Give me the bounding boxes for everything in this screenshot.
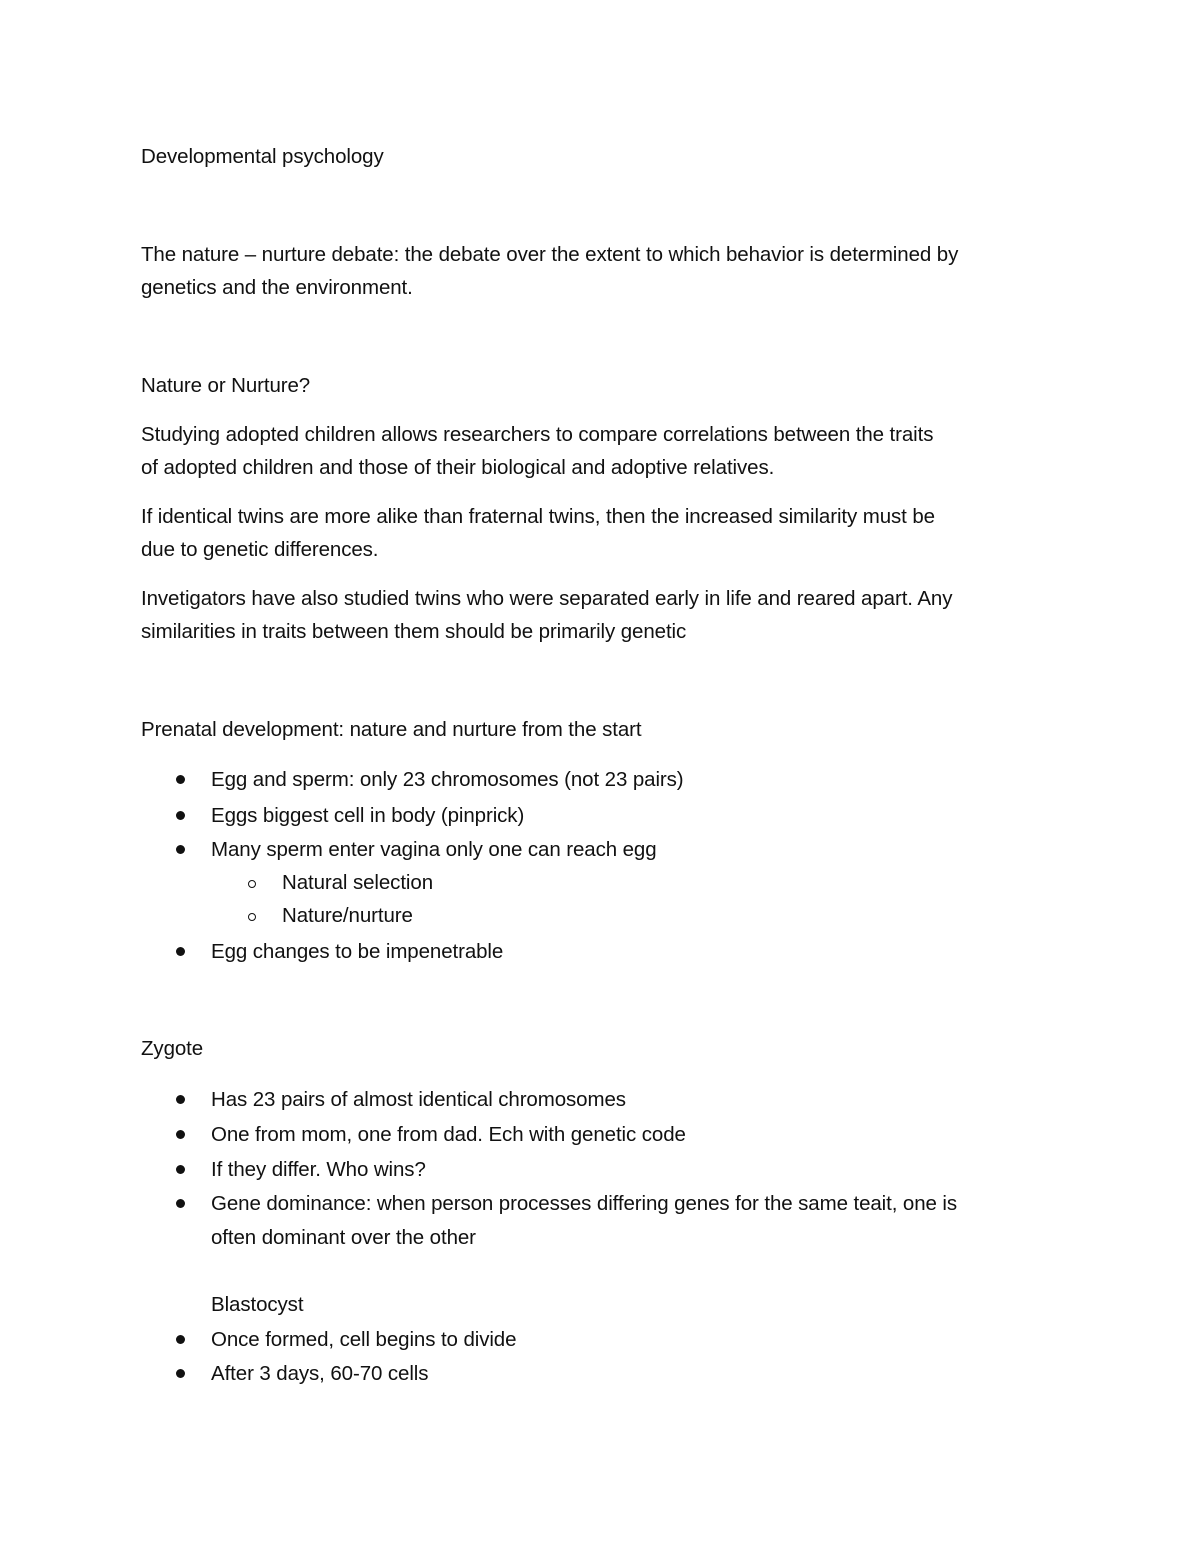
nature-paragraph-3-line-1: Invetigators have also studied twins who were separated early in life and reared apart. Any <box>141 587 953 610</box>
bullet-icon <box>176 1165 185 1174</box>
bullet-icon <box>176 1199 185 1208</box>
nature-paragraph-1-line-2: of adopted children and those of their biological and adoptive relatives. <box>141 456 775 479</box>
bullet-icon <box>176 1369 185 1378</box>
zygote-bullet-1: Has 23 pairs of almost identical chromosomes <box>211 1088 626 1111</box>
sub-bullet-icon <box>248 913 256 921</box>
bullet-icon <box>176 1095 185 1104</box>
prenatal-bullet-2: Eggs biggest cell in body (pinprick) <box>211 804 525 827</box>
nature-paragraph-2-line-2: due to genetic differences. <box>141 538 379 561</box>
blastocyst-heading: Blastocyst <box>211 1293 304 1316</box>
prenatal-sub-bullet-1: Natural selection <box>282 871 433 894</box>
zygote-heading: Zygote <box>141 1037 204 1060</box>
blastocyst-bullet-1: Once formed, cell begins to divide <box>211 1328 517 1351</box>
nature-heading: Nature or Nurture? <box>141 374 311 397</box>
prenatal-bullet-1: Egg and sperm: only 23 chromosomes (not 23 pairs) <box>211 768 684 791</box>
blastocyst-bullet-2: After 3 days, 60-70 cells <box>211 1362 429 1385</box>
nature-paragraph-3-line-2: similarities in traits between them should be primarily genetic <box>141 620 687 643</box>
bullet-icon <box>176 811 185 820</box>
zygote-bullet-2: One from mom, one from dad. Ech with genetic code <box>211 1123 686 1146</box>
prenatal-bullet-4: Egg changes to be impenetrable <box>211 940 504 963</box>
sub-bullet-icon <box>248 880 256 888</box>
bullet-icon <box>176 1335 185 1344</box>
bullet-icon <box>176 947 185 956</box>
zygote-bullet-4-line-2: often dominant over the other <box>211 1226 476 1249</box>
intro-line-2: genetics and the environment. <box>141 276 413 299</box>
prenatal-bullet-3: Many sperm enter vagina only one can reach egg <box>211 838 657 861</box>
zygote-bullet-4-line-1: Gene dominance: when person processes differing genes for the same teait, one is <box>211 1192 958 1215</box>
prenatal-sub-bullet-2: Nature/nurture <box>282 904 413 927</box>
bullet-icon <box>176 775 185 784</box>
zygote-bullet-3: If they differ. Who wins? <box>211 1158 426 1181</box>
nature-paragraph-1-line-1: Studying adopted children allows researchers to compare correlations between the traits <box>141 423 934 446</box>
page-title: Developmental psychology <box>141 145 384 168</box>
nature-paragraph-2-line-1: If identical twins are more alike than fraternal twins, then the increased similarity must be <box>141 505 935 528</box>
bullet-icon <box>176 1130 185 1139</box>
intro-line-1: The nature – nurture debate: the debate over the extent to which behavior is determined by <box>141 243 959 266</box>
prenatal-heading: Prenatal development: nature and nurture from the start <box>141 718 642 741</box>
bullet-icon <box>176 845 185 854</box>
